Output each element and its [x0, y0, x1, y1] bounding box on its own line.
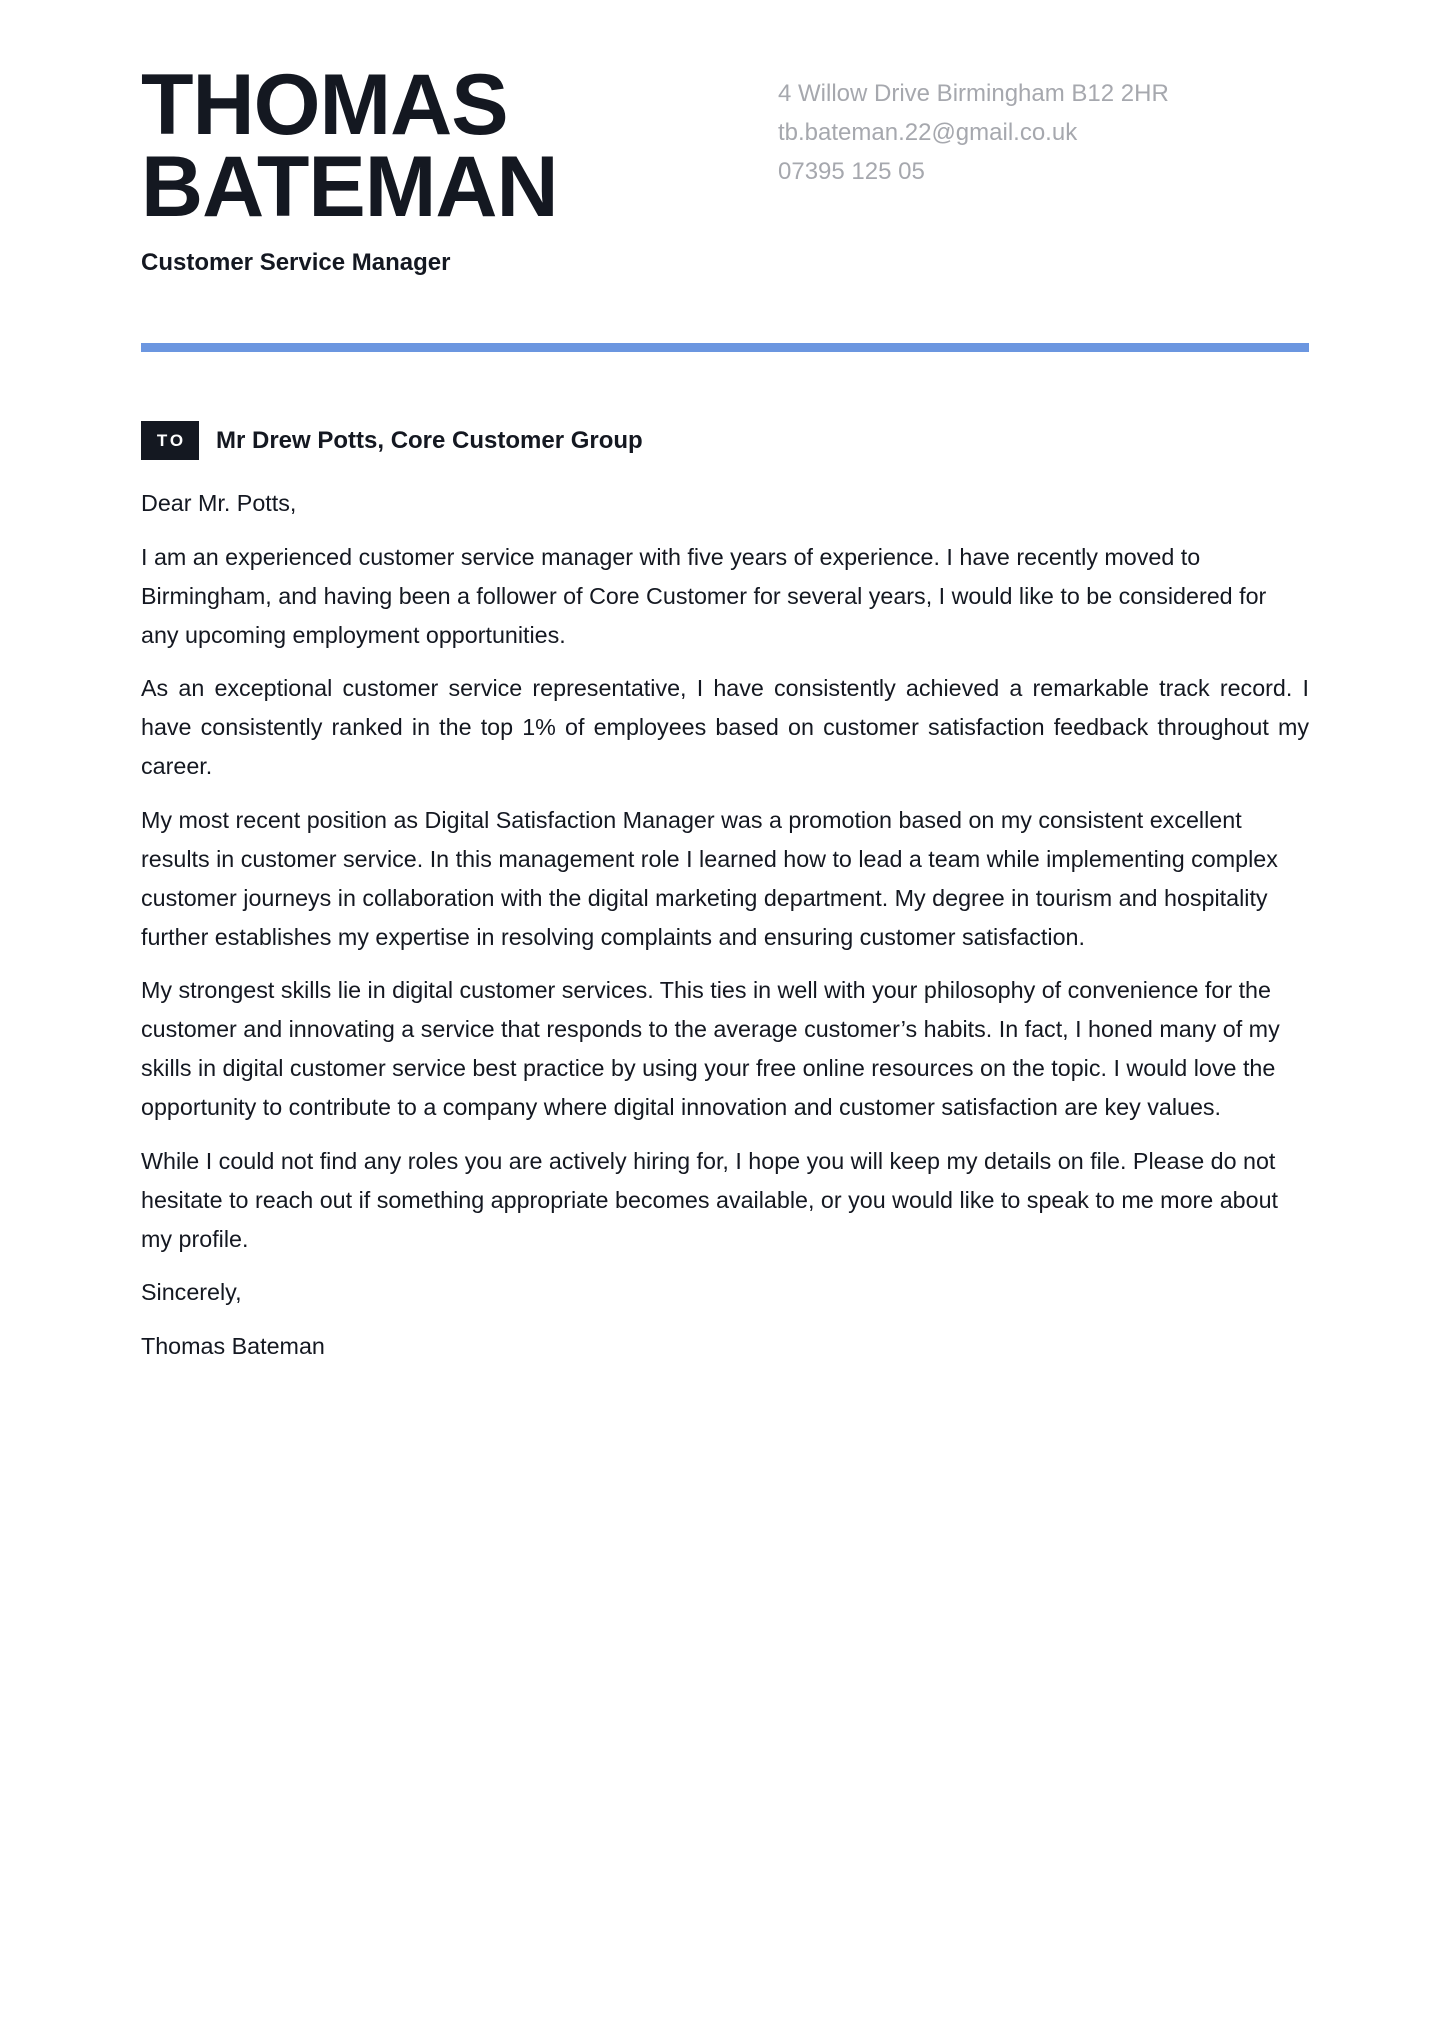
letter-paragraph: I am an experienced customer service manager with five years of experience. I have recently moved to Birmingham, and having been a follower of Core Customer for several years, I would like to be considered for any upcoming employment opportunities. — [141, 543, 1267, 648]
letter-paragraph: While I could not find any roles you are actively hiring for, I hope you will keep my details on file. Please do not hesitate to reach out if something appropriate becomes available, or you would like to speak to me more about my profile. — [141, 1147, 1279, 1252]
salutation: Dear Mr. Potts, — [141, 490, 297, 516]
contact-email: tb.bateman.22@gmail.co.uk — [778, 119, 1078, 146]
last-name: BATEMAN — [141, 139, 558, 235]
contact-block — [778, 74, 1169, 191]
to-badge: TO — [141, 421, 199, 460]
first-name: THOMAS — [141, 57, 508, 153]
recipient-name: Mr Drew Potts, Core Customer Group — [216, 426, 643, 454]
header-divider — [141, 343, 1309, 352]
signature: Thomas Bateman — [141, 1332, 325, 1359]
applicant-name — [141, 57, 558, 235]
job-title: Customer Service Manager — [141, 249, 451, 276]
letter-paragraph: My strongest skills lie in digital customer services. This ties in well with your philosophy of convenience for the customer and innovating a service that responds to the average customer’s habits. In fact, I honed many of my skills in digital customer service best practice by using your free online resources on the topic. I would love the opportunity to contribute to a company where digital innovation and customer satisfaction are key values. — [141, 977, 1280, 1120]
letter-paragraph: As an exceptional customer service representative, I have consistently achieved a remarkable track record. I have consistently ranked in the top 1% of employees based on customer satisfaction feedback throughout my career. — [141, 675, 1309, 779]
closing: Sincerely, — [141, 1279, 242, 1305]
letter-body — [141, 484, 1309, 1380]
recipient-line — [141, 421, 643, 460]
letter-paragraph: My most recent position as Digital Satisfaction Manager was a promotion based on my consistent excellent results in customer service. In this management role I learned how to lead a team while implementing complex customer journeys in collaboration with the digital marketing department. My degree in tourism and hospitality further establishes my expertise in resolving complaints and ensuring customer satisfaction. — [141, 806, 1278, 950]
contact-phone: 07395 125 05 — [778, 158, 925, 185]
contact-address: 4 Willow Drive Birmingham B12 2HR — [778, 80, 1169, 107]
